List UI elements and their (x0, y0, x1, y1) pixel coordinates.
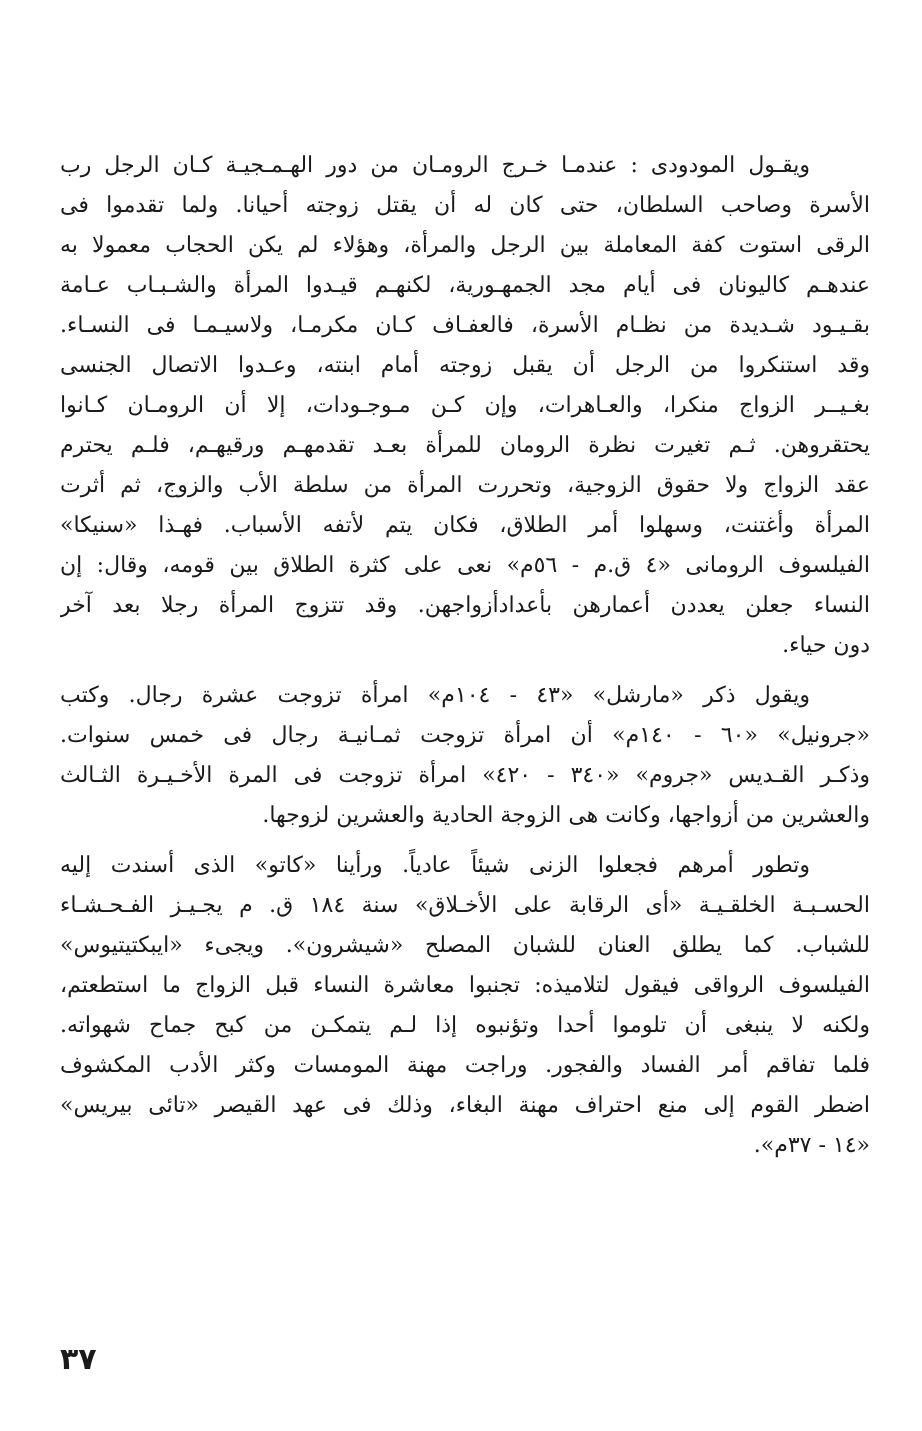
text-line: المرأة وأغتنت، وسهلوا أمر الطلاق، فكان يتم لأتفه الأسباب. فهـذا «سنيكا» (60, 513, 870, 538)
text-line: ويقـول المودودى : عندمـا خـرج الرومـان من دور الهـمـجيـة كـان الرجل رب (60, 153, 810, 178)
text-line: بغـيــر الزواج منكرا، والعـاهرات، وإن كـن مـوجـودات، إلا أن الرومـان كـانوا (60, 393, 870, 418)
page-number: ٣٧ (60, 1342, 97, 1377)
text-line: الرقى استوت كفة المعاملة بين الرجل والمرأة، وهؤلاء لم يكن الحجاب معمولا به (60, 233, 870, 258)
body-text (60, 146, 870, 1166)
text-line: بقـيـود شـديدة من نظـام الأسرة، فالعفـاف كـان مكرمـا، ولاسيـمـا فى النسـاء. (60, 313, 870, 338)
text-line: الأسرة وصاحب السلطان، حتى كان له أن يقتل زوجته أحيانا. ولما تقدموا فى (60, 193, 870, 218)
text-line: الفيلسوف الرومانى «٤ ق.م - ٥٦م» نعى على كثرة الطلاق بين قومه، وقال: إن (60, 553, 870, 578)
text-line: عقد الزواج ولا حقوق الزوجية، وتحررت المرأة من سلطة الأب والزوج، ثم أثرت (60, 473, 870, 498)
paragraph-2 (60, 676, 870, 836)
text-line: «١٤ - ٣٧م». (753, 1133, 870, 1158)
text-line: النساء جعلن يعددن أعمارهن بأعدادأزواجهن. وقد تتزوج المرأة رجلا بعد آخر (60, 593, 870, 618)
text-line: وقد استنكروا من الرجل أن يقبل زوجته أمام ابنته، وعـدوا الاتصال الجنسى (60, 353, 870, 378)
paragraph-3 (60, 846, 870, 1166)
paragraph-1 (60, 146, 870, 666)
text-line: والعشرين من أزواجها، وكانت هى الزوجة الحادية والعشرين لزوجها. (262, 803, 870, 828)
text-line: للشباب. كما يطلق العنان للشبان المصلح «شيشرون». ويجىء «ايبكتيتيوس» (60, 933, 870, 958)
text-line: ولكنه لا ينبغى أن تلوموا أحدا وتؤنبوه إذا لـم يتمكـن من كبح جماح شهواته. (60, 1013, 870, 1038)
text-line: ويقول ذكر «مارشل» «٤٣ - ١٠٤م» امرأة تزوجت عشرة رجال. وكتب (60, 683, 810, 708)
text-line: يحتقروهن. ثـم تغيرت نظرة الرومان للمرأة بعـد تقدمهـم ورقيهـم، فلـم يحترم (60, 433, 870, 458)
text-line: «جرونيل» «٦٠ - ١٤٠م» أن امرأة تزوجت ثمـانيـة رجال فى خمس سنوات. (60, 723, 870, 748)
text-line: الحسـبـة الخلقـيـة «أى الرقابة على الأخـلاق» سنة ١٨٤ ق. م يجـيـز الفـحـشـاء (60, 893, 870, 918)
text-line: اضطر القوم إلى منع احتراف مهنة البغاء، وذلك فى عهد القيصر «تائى بيريس» (60, 1093, 870, 1118)
text-line: وذكـر القـديس «جروم» «٣٤٠ - ٤٢٠» امرأة تزوجت فى المرة الأخـيـرة الثـالث (60, 763, 870, 788)
text-line: الفيلسوف الرواقى فيقول لتلاميذه: تجنبوا معاشرة النساء قبل الزواج ما استطعتم، (60, 973, 870, 998)
text-line: وتطور أمرهم فجعلوا الزنى شيئاً عادياً. ورأينا «كاتو» الذى أسندت إليه (60, 853, 810, 878)
text-line: عندهـم كاليونان فى أيام مجد الجمهـورية، لكنهـم قيـدوا المرأة والشـبـاب عـامة (60, 273, 870, 298)
text-line: فلما تفاقم أمر الفساد والفجور. وراجت مهنة المومسات وكثر الأدب المكشوف (60, 1053, 870, 1078)
text-line: دون حياء. (782, 633, 870, 658)
